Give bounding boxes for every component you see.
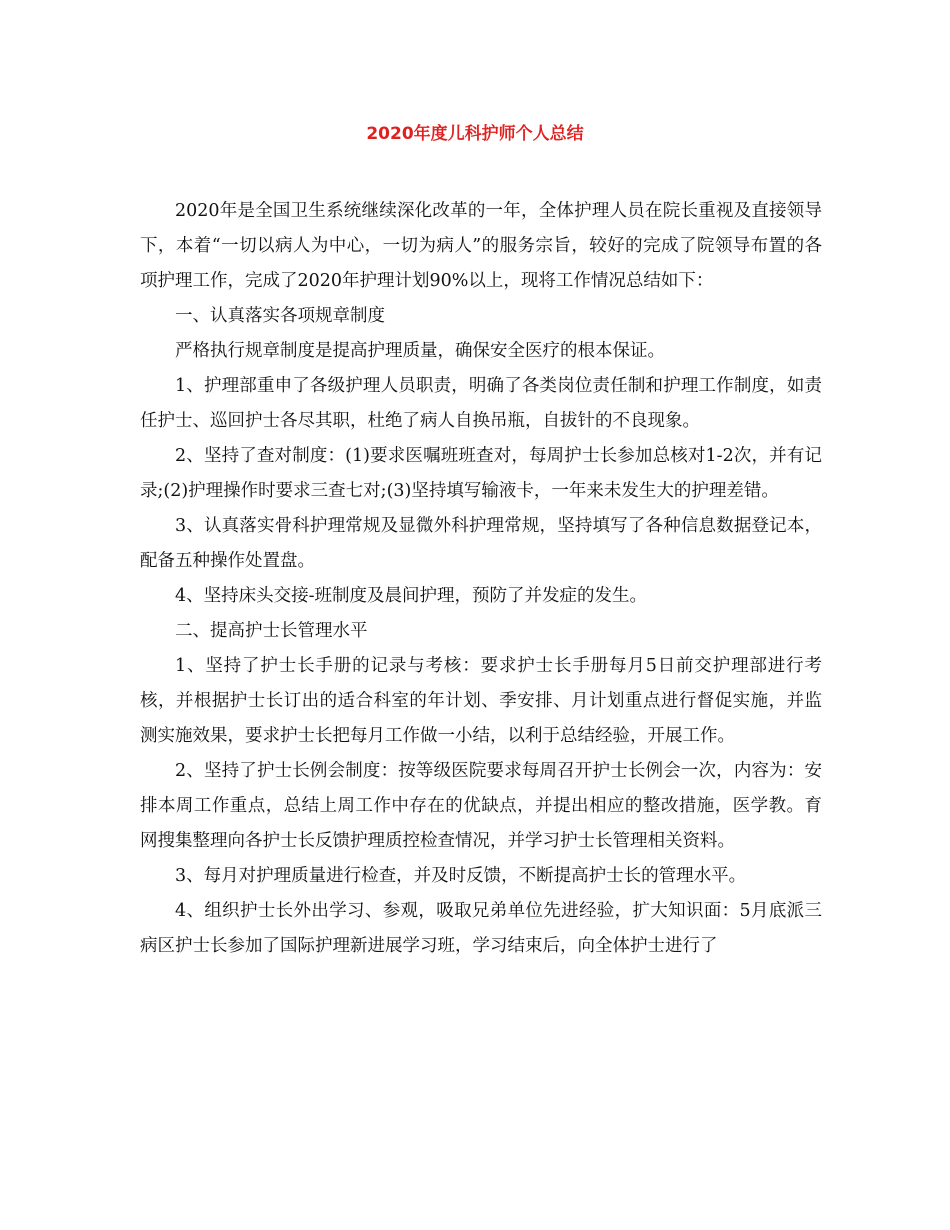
- list-item: 4、组织护士长外出学习、参观，吸取兄弟单位先进经验，扩大知识面：5月底派三病区护士长参加了国际护理新进展学习班，学习结束后，向全体护士进行了: [140, 901, 822, 956]
- document-body: [140, 194, 822, 964]
- list-item: 2、坚持了查对制度：(1)要求医嘱班班查对，每周护士长参加总核对1-2次，并有记录;(2)护理操作时要求三查七对;(3)坚持填写输液卡，一年来未发生大的护理差错。: [140, 446, 822, 501]
- document-title: 2020年度儿科护师个人总结: [366, 124, 584, 144]
- list-item: 2、坚持了护士长例会制度：按等级医院要求每周召开护士长例会一次，内容为：安排本周工作重点，总结上周工作中存在的优缺点，并提出相应的整改措施，医学教。育网搜集整理向各护士长反馈护理质控检查情况，并学习护士长管理相关资料。: [140, 761, 822, 851]
- list-item: 3、认真落实骨科护理常规及显微外科护理常规，坚持填写了各种信息数据登记本，配备五种操作处置盘。: [140, 516, 822, 571]
- list-item: 1、护理部重申了各级护理人员职责，明确了各类岗位责任制和护理工作制度，如责任护士、巡回护士各尽其职，杜绝了病人自换吊瓶，自拔针的不良现象。: [140, 376, 822, 431]
- section-heading-2: 二、提高护士长管理水平: [175, 621, 368, 641]
- paragraph: 严格执行规章制度是提高护理质量，确保安全医疗的根本保证。: [175, 341, 665, 361]
- section-heading-1: 一、认真落实各项规章制度: [175, 306, 385, 326]
- list-item: 3、每月对护理质量进行检查，并及时反馈，不断提高护士长的管理水平。: [175, 866, 747, 886]
- intro-paragraph: 2020年是全国卫生系统继续深化改革的一年，全体护理人员在院长重视及直接领导下，本着“一切以病人为中心，一切为病人”的服务宗旨，较好的完成了院领导布置的各项护理工作，完成了2020年护理计划90%以上，现将工作情况总结如下：: [140, 201, 822, 291]
- list-item: 4、坚持床头交接-班制度及晨间护理，预防了并发症的发生。: [175, 586, 648, 606]
- list-item: 1、坚持了护士长手册的记录与考核：要求护士长手册每月5日前交护理部进行考核，并根据护士长订出的适合科室的年计划、季安排、月计划重点进行督促实施，并监测实施效果，要求护士长把每月工作做一小结，以利于总结经验，开展工作。: [140, 656, 822, 746]
